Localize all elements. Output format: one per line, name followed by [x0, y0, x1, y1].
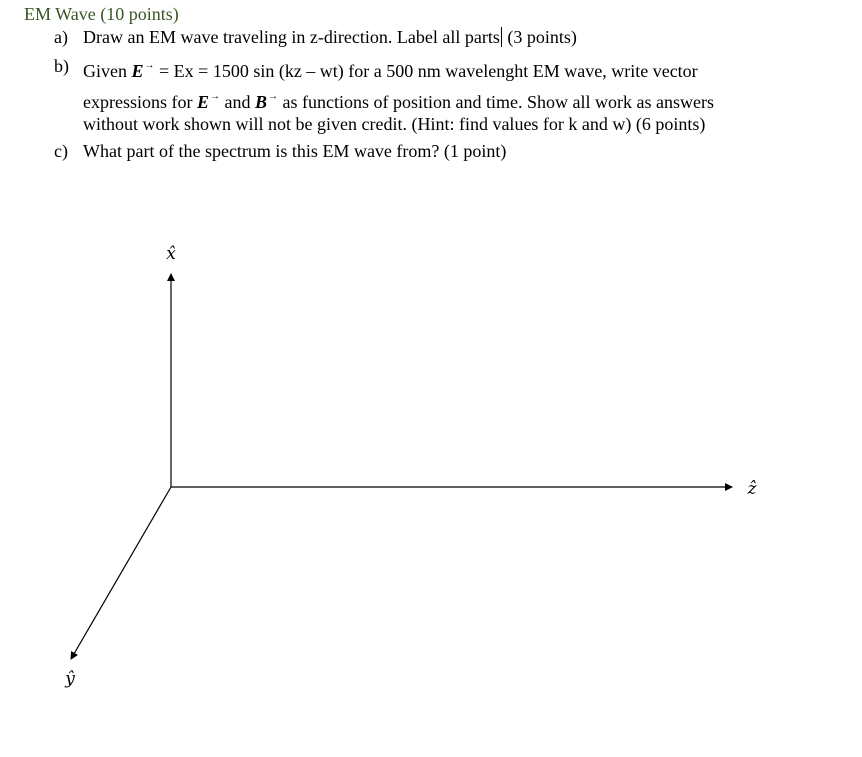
b-vector-symbol: B	[255, 92, 268, 112]
part-b-and: and	[220, 92, 255, 112]
part-c-marker: c)	[54, 141, 68, 161]
part-c-text: What part of the spectrum is this EM wave from? (1 point)	[83, 141, 507, 161]
problem-title: EM Wave (10 points)	[24, 4, 179, 24]
part-b-equation: = Ex = 1500 sin (kz – wt) for a 500 nm wavelenght EM wave, write vector	[154, 61, 698, 81]
part-a-points: (3 points)	[502, 27, 577, 47]
part-b-given: Given	[83, 61, 132, 81]
part-a-marker: a)	[54, 27, 68, 47]
x-axis-label: x̂	[166, 244, 176, 264]
part-b-line-3: without work shown will not be given credit. (Hint: find values for k and w) (6 points)	[83, 114, 706, 134]
part-b-marker: b)	[54, 56, 69, 76]
vector-arrow: →	[144, 60, 155, 71]
y-axis	[71, 487, 171, 659]
part-b-line2-suffix: as functions of position and time. Show all work as answers	[278, 92, 714, 112]
e-vector-symbol-2: E	[196, 92, 209, 112]
y-axis-label: ŷ	[65, 669, 75, 689]
e-vector-symbol: E	[131, 61, 144, 81]
part-a-text-main: Draw an EM wave traveling in z-direction. Label all parts	[83, 27, 500, 47]
vector-arrow: →	[210, 91, 220, 102]
part-b-line2-prefix: expressions for	[83, 92, 197, 112]
vector-arrow: →	[268, 91, 279, 102]
z-axis-label: ẑ	[747, 479, 757, 499]
